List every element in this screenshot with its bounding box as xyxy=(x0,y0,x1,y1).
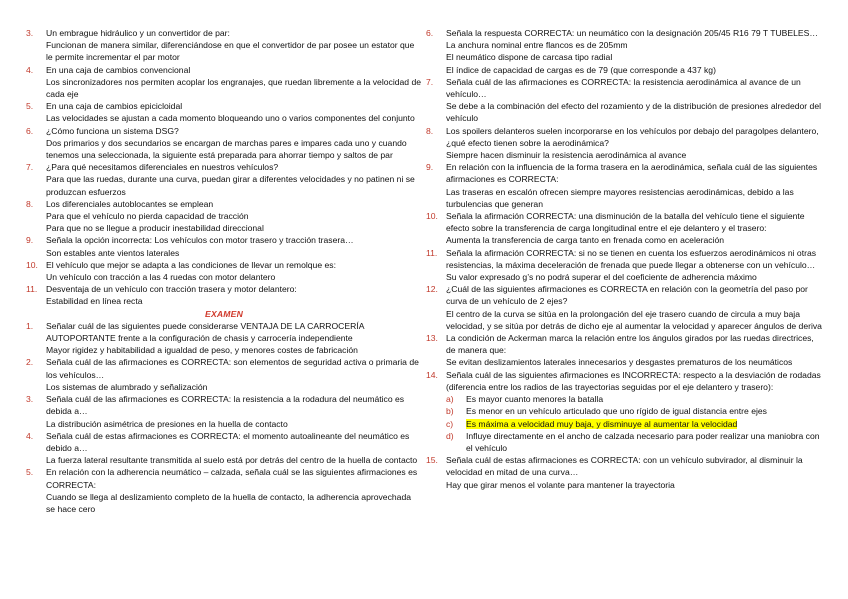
item-number: 8. xyxy=(426,125,434,136)
list-item xyxy=(26,466,422,515)
list-item xyxy=(26,125,422,162)
item-number: 7. xyxy=(426,76,434,87)
answer-text: Hay que girar menos el volante para mantener la trayectoria xyxy=(446,479,675,490)
answer-text: Los sistemas de alumbrado y señalización xyxy=(46,381,208,392)
answer-text: Mayor rigidez y habitabilidad a igualdad de peso, y menores costes de fabricación xyxy=(46,345,358,356)
answer-text: Las traseras en escalón ofrecen siempre mayores resistencias aerodinámicas, debido a las turbulencias que generan xyxy=(446,186,794,209)
answer-text: Estabilidad en línea recta xyxy=(46,296,143,307)
answer-text: Aumenta la transferencia de carga tanto en frenada como en aceleración xyxy=(446,235,725,246)
answer-text: Se evitan deslizamientos laterales innecesarios y desgastes prematuros de los neumáticos xyxy=(446,357,793,368)
question-text: En una caja de cambios epicicloidal xyxy=(46,101,183,112)
list-item xyxy=(426,332,822,369)
answer-text: La anchura nominal entre flancos es de 205mm El neumático dispone de carcasa tipo radial El índice de capacidad de cargas es de 79 (que corresponde a 437 kg) xyxy=(446,40,716,75)
question-text: Señala cuál de estas afirmaciones es CORRECTA: el momento autoalineante del neumático es debido a… xyxy=(46,430,410,453)
item-number: 3. xyxy=(26,28,34,38)
option-text-highlighted: Es máxima a velocidad muy baja, y disminuye al aumentar la velocidad xyxy=(466,418,738,429)
option-a xyxy=(426,393,822,405)
answer-text: Un vehículo con tracción a las 4 ruedas con motor delantero xyxy=(46,272,276,283)
list-item xyxy=(26,64,422,101)
question-text: Señala cuál de estas afirmaciones es CORRECTA: con un vehículo subvirador, al disminuir la velocidad en mitad de una curva… xyxy=(446,455,803,478)
item-number: 7. xyxy=(26,162,34,173)
answer-text: La fuerza lateral resultante transmitida al suelo está por detrás del centro de la huella de contacto xyxy=(46,455,418,466)
question-text: Un embrague hidráulico y un convertidor de par: xyxy=(46,28,230,38)
item-number: 14. xyxy=(426,369,438,380)
option-c xyxy=(426,418,822,430)
list-item xyxy=(26,161,422,198)
left-column xyxy=(26,27,422,515)
option-b xyxy=(426,405,822,417)
item-number: 9. xyxy=(26,235,34,246)
item-number: 8. xyxy=(26,198,34,209)
list-item xyxy=(26,393,422,430)
question-text: ¿Para qué necesitamos diferenciales en nuestros vehículos? xyxy=(46,162,279,173)
item-number: 6. xyxy=(26,125,34,136)
item-number: 4. xyxy=(26,64,34,75)
question-text: Los diferenciales autoblocantes se emplean xyxy=(46,198,214,209)
answer-text: Las velocidades se ajustan a cada momento bloqueando uno o varios componentes del conjunto xyxy=(46,113,415,124)
question-text: Señala la afirmación CORRECTA: si no se tienen en cuenta los esfuerzos aerodinámicos ni otras resistencias, la máxima deceleración de frenada que puede llegar a obtenerse con un vehículo… xyxy=(446,247,817,270)
list-item xyxy=(426,369,822,393)
question-text: Señala cuál de las siguientes afirmaciones es INCORRECTA: respecto a la desviación de rodadas (diferencia entre los radios de las trayectorias seguidas por el eje delantero y trasero): xyxy=(446,369,821,392)
right-column xyxy=(426,27,822,491)
section-title: EXAMEN xyxy=(205,308,243,319)
item-number: 3. xyxy=(26,394,34,405)
list-item xyxy=(26,100,422,124)
question-text: En relación con la adherencia neumático – calzada, señala cuál se las siguientes afirmaciones es CORRECTA: xyxy=(46,467,418,490)
question-text: Señala la opción incorrecta: Los vehículos con motor trasero y tracción trasera… xyxy=(46,235,354,246)
answer-text: Funcionan de manera similar, diferenciándose en que el convertidor de par posee un estator que le permite incrementar el par motor xyxy=(46,40,415,63)
answer-text: Siempre hacen disminuir la resistencia aerodinámica al avance xyxy=(446,150,687,161)
option-letter: a) xyxy=(446,394,454,405)
question-text: Señalar cuál de las siguientes puede considerarse VENTAJA DE LA CARROCERÍA AUTOPORTANTE frente a la configuración de chasis y carrocería independiente xyxy=(46,320,364,344)
question-text: El vehículo que mejor se adapta a las condiciones de llevar un remolque es: xyxy=(46,259,336,270)
answer-text: Cuando se llega al deslizamiento completo de la huella de contacto, la adherencia aprovechada se hace cero xyxy=(46,491,411,514)
answer-text: Los sincronizadores nos permiten acoplar los engranajes, que ruedan libremente a la velocidad de cada eje xyxy=(46,76,422,100)
list-item xyxy=(426,454,822,491)
item-number: 11. xyxy=(26,284,38,295)
list-item xyxy=(26,234,422,258)
answer-text: Para que las ruedas, durante una curva, puedan girar a diferentes velocidades y no patinen ni se produzcan esfuerzos xyxy=(46,174,415,197)
answer-text: El centro de la curva se sitúa en la prolongación del eje trasero cuando de circula a muy baja velocidad, y se sitúa por detrás de dicho eje al aumentar la velocidad y aparecer ángulos de deriva xyxy=(446,308,822,331)
list-item xyxy=(426,210,822,247)
answer-text: Se debe a la combinación del efecto del rozamiento y de la distribución de presiones alrededor del vehículo xyxy=(446,101,822,124)
option-d xyxy=(426,430,822,454)
question-text: Señala cuál de las afirmaciones es CORRECTA: la resistencia a la rodadura del neumático es debida a… xyxy=(46,394,405,417)
item-number: 10. xyxy=(26,259,38,270)
option-letter: d) xyxy=(446,430,454,441)
list-item xyxy=(426,283,822,332)
question-text: Señala la respuesta CORRECTA: un neumático con la designación 205/45 R16 79 T TUBELES… xyxy=(446,28,818,38)
question-text: La condición de Ackerman marca la relación entre los ángulos girados por las ruedas directrices, de manera que: xyxy=(446,333,814,356)
question-text: En relación con la influencia de la forma trasera en la aerodinámica, señala cuál de las siguientes afirmaciones es CORRECTA: xyxy=(446,162,818,185)
list-item xyxy=(426,125,822,162)
question-text: Señala cuál de las afirmaciones es CORRECTA: son elementos de seguridad activa o primaria de los vehículos… xyxy=(46,357,419,380)
list-item xyxy=(26,27,422,64)
list-item xyxy=(426,161,822,210)
item-number: 11. xyxy=(426,247,438,258)
question-text: Señala la afirmación CORRECTA: una disminución de la batalla del vehículo tiene el siguiente efecto sobre la transferencia de carga longitudinal entre el eje delantero y el trasero: xyxy=(446,211,805,234)
item-number: 1. xyxy=(26,320,34,331)
answer-text: Dos primarios y dos secundarios se encargan de marchas pares e impares cada uno y cuando tenemos una seleccionada, la siguiente está preparada para ahorrar tiempo y saltos de par xyxy=(46,137,407,161)
option-text: Es menor en un vehículo articulado que uno rígido de igual distancia entre ejes xyxy=(466,406,767,417)
item-number: 2. xyxy=(26,357,34,368)
answer-text: Su valor expresado g’s no podrá superar el del coeficiente de adherencia máximo xyxy=(446,272,757,283)
option-letter: b) xyxy=(446,406,454,417)
item-number: 6. xyxy=(426,28,434,38)
list-item xyxy=(26,356,422,393)
item-number: 4. xyxy=(26,430,34,441)
answer-text: Son estables ante vientos laterales xyxy=(46,247,180,258)
item-number: 10. xyxy=(426,211,438,222)
item-number: 15. xyxy=(426,455,438,466)
list-item xyxy=(426,76,822,125)
item-number: 13. xyxy=(426,333,438,344)
question-text: Señala cuál de las afirmaciones es CORRECTA: la resistencia aerodinámica al avance de un vehículo… xyxy=(446,76,801,100)
option-letter: c) xyxy=(446,418,454,429)
answer-text: La distribución asimétrica de presiones en la huella de contacto xyxy=(46,418,288,429)
question-text: ¿Cómo funciona un sistema DSG? xyxy=(46,125,179,136)
list-item xyxy=(26,320,422,357)
answer-text: Para que el vehículo no pierda capacidad de tracción Para que no se llegue a producir inestabilidad direccional xyxy=(46,211,264,234)
list-item xyxy=(26,259,422,283)
item-number: 5. xyxy=(26,467,34,478)
option-text: Es mayor cuanto menores la batalla xyxy=(466,394,604,405)
question-text: Los spoilers delanteros suelen incorporarse en los vehículos por debajo del paragolpes delantero, ¿qué efecto tienen sobre la aerodinámica? xyxy=(446,125,819,148)
question-text: En una caja de cambios convencional xyxy=(46,64,191,75)
list-item xyxy=(426,27,822,76)
item-number: 12. xyxy=(426,284,438,295)
list-item xyxy=(26,283,422,307)
list-item xyxy=(26,198,422,235)
question-text: ¿Cuál de las siguientes afirmaciones es CORRECTA en relación con la geometría del paso por curva de un vehículo de 2 ejes? xyxy=(446,284,808,307)
item-number: 5. xyxy=(26,101,34,112)
list-item xyxy=(26,430,422,467)
question-text: Desventaja de un vehículo con tracción trasera y motor delantero: xyxy=(46,284,297,295)
list-item xyxy=(426,247,822,284)
item-number: 9. xyxy=(426,162,434,173)
option-text: Influye directamente en el ancho de calzada necesario para poder realizar una maniobra con el vehículo xyxy=(466,430,820,453)
